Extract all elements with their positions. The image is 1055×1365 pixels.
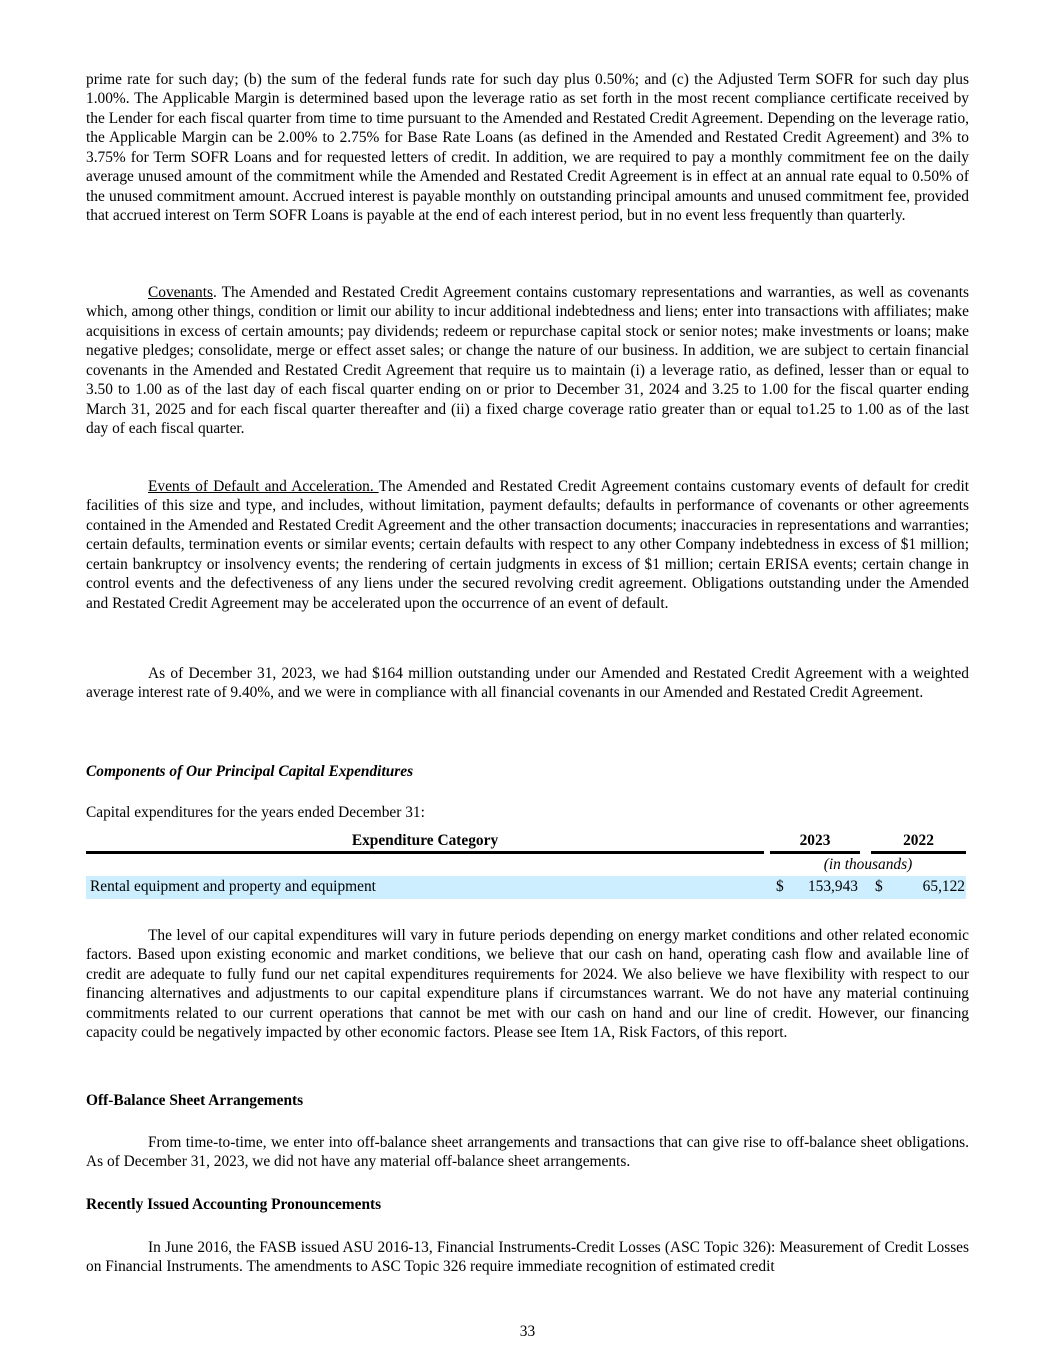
paragraph-text: From time-to-time, we enter into off-balance sheet arrangements and transactions that can give rise to off-balance sheet obligations. As of December 31, 2023, we did not have any material off-balance sheet arrangements.: [86, 1134, 969, 1171]
header-rule: [770, 851, 860, 854]
paragraph-text: prime rate for such day; (b) the sum of the federal funds rate for such day plus 0.50%; and (c) the Adjusted Term SOFR for such day plus 1.00%. The Applicable Margin is determined based upon the leverage ratio as set forth in the most recent compliance certificate received by the Lender for each fiscal quarter from time to time pursuant to the Amended and Restated Credit Agreement. Depending on the leverage ratio, the Applicable Margin can be 2.00% to 2.75% for Base Rate Loans (as defined in the Amended and Restated Credit Agreement) and 3% to 3.75% for Term SOFR Loans and for requested letters of credit. In addition, we are required to pay a monthly commitment fee on the daily average unused amount of the commitment while the Amended and Restated Credit Agreement is in effect at an annual rate equal to 0.50% of the unused commitment amount. Accrued interest is payable monthly on outstanding principal amounts and unused commitment fee, provided that accrued interest on Term SOFR Loans is payable at the end of each interest period, but in no event less frequently than quarterly.: [86, 71, 969, 225]
table-header-row: [86, 831, 968, 853]
currency-symbol: $: [776, 878, 784, 895]
page-number: 33: [519, 1323, 536, 1340]
section-heading: Components of Our Principal Capital Expenditures: [86, 763, 414, 780]
capex-intro: [86, 803, 969, 822]
accounting-pronouncements-heading: [86, 1195, 969, 1214]
covenants-label: Covenants: [148, 284, 213, 301]
header-rule: [871, 851, 966, 854]
paragraph-outstanding-balance: [86, 664, 969, 703]
value-2022: 65,122: [922, 878, 965, 895]
value-2023: 153,943: [807, 878, 858, 895]
events-label: Events of Default and Acceleration.: [148, 478, 379, 495]
paragraph-text: Capital expenditures for the years ended December 31:: [86, 804, 425, 821]
paragraph-text: In June 2016, the FASB issued ASU 2016-13, Financial Instruments-Credit Losses (ASC Topic 326): Measurement of Credit Losses on Financial Instruments. The amendments to ASC Topic 326 require immediate recognition of estimated credit: [86, 1239, 969, 1276]
covenants-text: . The Amended and Restated Credit Agreement contains customary representations and warranties, as well as covenants which, among other things, condition or limit our ability to incur additional indebtedness and liens; enter into transactions with affiliates; make acquisitions in excess of certain amounts; pay dividends; redeem or repurchase capital stock or senior notes; make investments or loans; make negative pledges; consolidate, merge or effect asset sales; or change the nature of our business. In addition, we are subject to certain financial covenants in the Amended and Restated Credit Agreement that require us to maintain (i) a leverage ratio, as defined, lesser than or equal to 3.50 to 1.00 as of the last day of each fiscal quarter ending on or prior to December 31, 2024 and 3.25 to 1.00 for the fiscal quarter ending March 31, 2025 and for each fiscal quarter thereafter and (ii) a fixed charge coverage ratio greater than or equal to1.25 to 1.00 as of the last day of each fiscal quarter.: [86, 284, 969, 438]
paragraph-events-of-default: [86, 477, 969, 613]
paragraph-text: The level of our capital expenditures will vary in future periods depending on energy market conditions and other related economic factors. Based upon existing economic and market conditions, we believe that our cash on hand, operating cash flow and available line of credit are adequate to fully fund our net capital expenditures requirements for 2024. We also believe we have flexibility with respect to our financing alternatives and adjustments to our capital expenditure plans if circumstances warrant. We do not have any material continuing commitments related to our current operations that cannot be met with our cash on hand and our line of credit. However, our financing capacity could be negatively impacted by other economic factors. Please see Item 1A, Risk Factors, of this report.: [86, 927, 969, 1042]
off-balance-heading: [86, 1091, 969, 1110]
events-text: The Amended and Restated Credit Agreement contains customary events of default for credit facilities of this size and type, and includes, without limitation, payment defaults; defaults in performance of covenants or other agreements contained in the Amended and Restated Credit Agreement and the other transaction documents; inaccuracies in representations and warranties; certain defaults, termination events or similar events; certain defaults with respect to any other Company indebtedness in excess of $1 million; certain bankruptcy or insolvency events; the rendering of certain judgments in excess of $1 million; certain ERISA events; certain change in control events and the defectiveness of any liens under the secured revolving credit agreement. Obligations outstanding under the Amended and Restated Credit Agreement may be accelerated upon the occurrence of an event of default.: [86, 478, 969, 612]
row-label: Rental equipment and property and equipment: [90, 878, 376, 895]
capex-table: [86, 831, 968, 895]
currency-symbol: $: [875, 878, 883, 895]
header-rule: [86, 851, 764, 854]
header-expenditure-category: Expenditure Category: [351, 832, 499, 849]
section-heading: Recently Issued Accounting Pronouncements: [86, 1196, 382, 1213]
section-heading: Off-Balance Sheet Arrangements: [86, 1092, 304, 1109]
paragraph-interest-rate: [86, 70, 969, 226]
header-2023: 2023: [799, 832, 831, 849]
units-label: (in thousands): [823, 856, 913, 873]
paragraph-capex-level: [86, 926, 969, 1043]
paragraph-covenants: [86, 283, 969, 439]
paragraph-off-balance: [86, 1133, 969, 1172]
capex-heading: [86, 762, 969, 781]
paragraph-accounting-pronouncements: [86, 1238, 969, 1277]
header-2022: 2022: [903, 832, 934, 849]
table-row: [86, 876, 966, 899]
paragraph-text: As of December 31, 2023, we had $164 million outstanding under our Amended and Restated Credit Agreement with a weighted average interest rate of 9.40%, and we were in compliance with all financial covenants in our Amended and Restated Credit Agreement.: [86, 665, 969, 702]
